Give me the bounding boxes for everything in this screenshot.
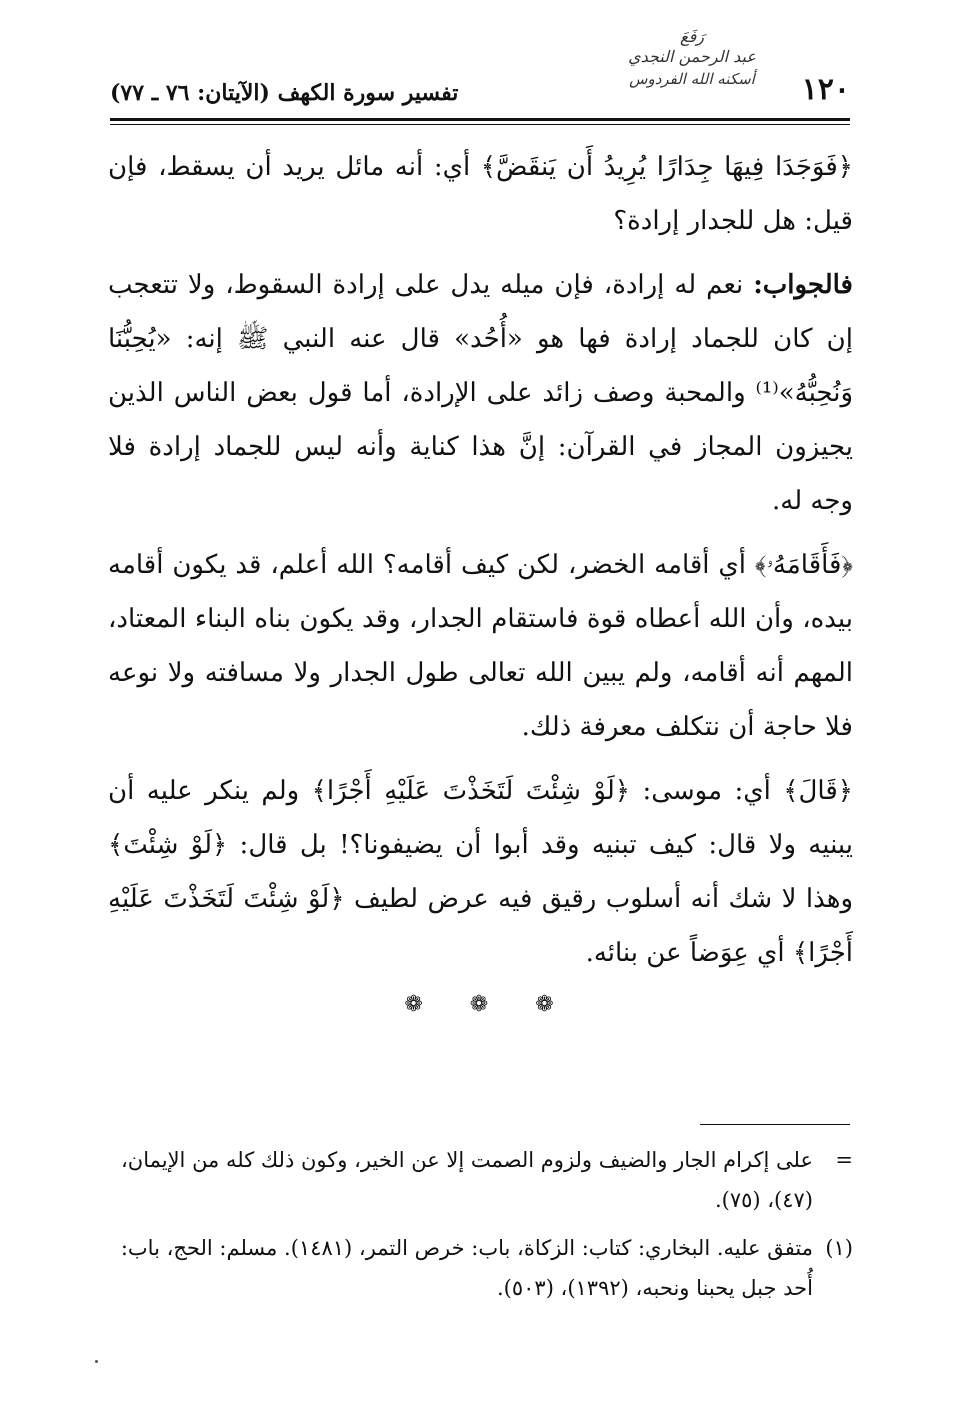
paragraph-text: ﴿فَوَجَدَا فِيهَا جِدَارًا يُرِيدُ أَن يَنقَضَّ﴾ أي: أنه مائل يريد أن يسقط، فإن قيل: هل للجدار إرادة؟	[108, 152, 853, 236]
footnote-text: متفق عليه. البخاري: كتاب: الزكاة، باب: خرص التمر، (١٤٨١). مسلم: الحج، باب: أُحد جبل يحبنا ونحبه، (١٣٩٢)، (٥٠٣).	[120, 1236, 813, 1300]
page-header	[110, 27, 850, 116]
signature-line-1: رَفَعَ	[680, 27, 704, 46]
footnote	[108, 1140, 853, 1220]
paragraph	[108, 764, 853, 980]
paragraph	[108, 258, 853, 528]
paragraph	[108, 140, 853, 248]
footnote-marker: =	[835, 1148, 853, 1172]
header-rule	[110, 118, 850, 121]
main-text	[108, 140, 853, 980]
paragraph-text: نعم له إرادة، فإن ميله يدل على إرادة السقوط، ولا تتعجب إن كان للجماد إرادة فها هو «أُحُد» قال عنه النبي ﷺ إنه: «يُحِبُّنَا وَنُحِبُّهُ»⁽¹⁾ والمحبة وصف زائد على الإرادة، أما قول بعض الناس الذين يجيزون المجاز في القرآن: إنَّ هذا كناية وأنه ليس للجماد إرادة فلا وجه له.	[108, 270, 853, 516]
footnotes	[108, 1140, 853, 1308]
handwritten-signature	[592, 28, 792, 100]
header-rule-thin	[110, 124, 850, 125]
running-title: تفسير سورة الكهف (الآيتان: ٧٦ ـ ٧٧)	[110, 80, 459, 106]
signature-line-2: عبد الرحمن النجدي	[628, 47, 756, 66]
paragraph-text: ﴿قَالَ﴾ أي: موسى: ﴿لَوْ شِئْتَ لَتَخَذْتَ عَلَيْهِ أَجْرًا﴾ ولم ينكر عليه أن يبنيه ولا قال: كيف تبنيه وقد أبوا أن يضيفونا؟! بل قال: ﴿لَوْ شِئْتَ﴾ وهذا لا شك أنه أسلوب رقيق فيه عرض لطيف ﴿لَوْ شِئْتَ لَتَخَذْتَ عَلَيْهِ أَجْرًا﴾ أي عِوَضاً عن بنائه.	[108, 776, 853, 968]
footnote-text: على إكرام الجار والضيف ولزوم الصمت إلا عن الخير، وكون ذلك كله من الإيمان، (٤٧)، (٧٥).	[121, 1148, 813, 1212]
footnote-rule	[700, 1124, 850, 1125]
footnote-marker: (١)	[825, 1236, 853, 1260]
scan-speck	[95, 1360, 98, 1363]
paragraph-text: ﴿فَأَقَامَهُۥ﴾ أي أقامه الخضر، لكن كيف أقامه؟ الله أعلم، قد يكون أقامه بيده، وأن الله أعطاه قوة فاستقام الجدار، وقد يكون بناه البناء المعتاد، المهم أنه أقامه، ولم يبين الله تعالى طول الجدار ولا مسافته ولا نوعه فلا حاجة أن نتكلف معرفة ذلك.	[108, 550, 853, 742]
paragraph-lead: فالجواب:	[753, 270, 853, 300]
page-number: ١٢٠	[801, 72, 850, 107]
signature-line-3: أسكنه الله الفردوس	[629, 70, 755, 88]
section-ornaments: ❁ ❁ ❁	[404, 992, 574, 1017]
footnote	[108, 1228, 853, 1308]
paragraph	[108, 538, 853, 754]
